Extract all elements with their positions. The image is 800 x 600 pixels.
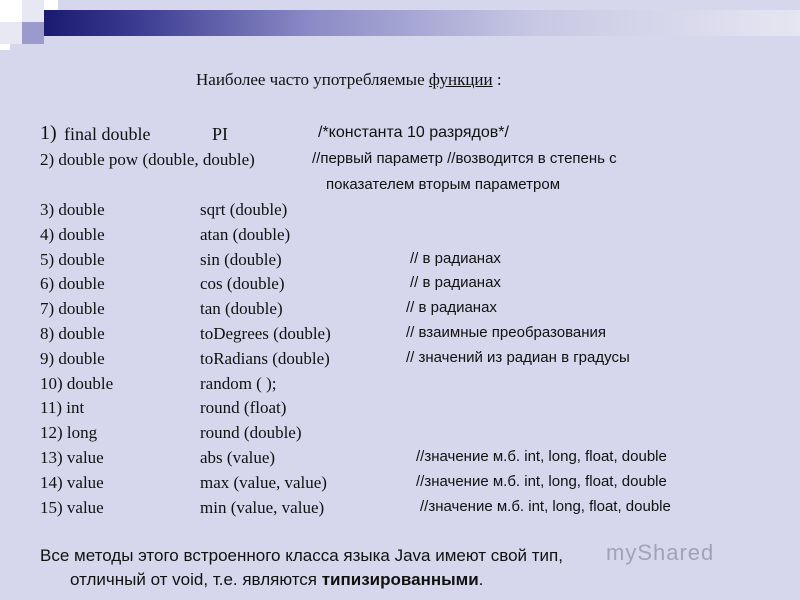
row-return-type: 9) double <box>40 348 105 368</box>
watermark-logo: myShared <box>606 540 715 565</box>
header-square <box>0 44 10 50</box>
row-comment: // взаимные преобразования <box>406 324 607 341</box>
row-return-type: 11) int <box>40 398 85 418</box>
row-comment: // в радианах <box>406 299 497 317</box>
line-number: 1) <box>40 122 57 144</box>
row-return-type: 3) double <box>40 200 105 219</box>
header-gradient-bar <box>44 10 800 36</box>
row-comment: // значений из радиан в градусы <box>406 348 630 366</box>
row-signature: toDegrees (double) <box>200 324 331 343</box>
row-signature: atan (double) <box>200 224 291 244</box>
row-comment: //значение м.б. int, long, float, double <box>420 497 671 515</box>
row-return-type: 4) double <box>40 224 105 244</box>
row-signature: max (value, value) <box>200 472 327 492</box>
row-comment: // в радианах <box>410 274 501 292</box>
line-declaration: final double <box>64 124 151 144</box>
row-comment: //значение м.б. int, long, float, double <box>416 448 667 465</box>
row-signature: tan (double) <box>200 299 283 319</box>
header-square <box>0 0 22 22</box>
note-line-2 <box>40 568 760 592</box>
row-return-type: 13) value <box>40 448 104 467</box>
line-text: 2) double pow (double, double) <box>40 150 255 169</box>
note-line-2-prefix: отличный от void, т.е. являются <box>70 570 322 589</box>
title-prefix: Наиболее часто употребляемые <box>196 70 429 89</box>
row-signature: cos (double) <box>200 274 285 294</box>
row-signature: min (value, value) <box>200 497 325 517</box>
row-signature: sqrt (double) <box>200 200 288 219</box>
title-underlined: функции <box>428 70 493 89</box>
row-return-type: 7) double <box>40 299 105 319</box>
row-signature: abs (value) <box>200 448 276 467</box>
row-return-type: 5) double <box>40 249 105 269</box>
row-signature: round (float) <box>200 398 287 418</box>
row-return-type: 14) value <box>40 472 104 492</box>
row-return-type: 15) value <box>40 497 104 517</box>
row-return-type: 6) double <box>40 274 105 294</box>
row-comment: //значение м.б. int, long, float, double <box>416 472 667 490</box>
row-comment: // в радианах <box>410 249 501 267</box>
row-return-type: 12) long <box>40 423 98 443</box>
row-signature: round (double) <box>200 423 302 443</box>
header-square <box>0 22 22 44</box>
header-square <box>22 0 44 22</box>
note-line-1: Все методы этого встроенного класса языка Java имеют свой тип, <box>40 546 563 565</box>
row-signature: random ( ); <box>200 373 277 393</box>
header-square <box>22 22 44 44</box>
row-signature: toRadians (double) <box>200 348 330 368</box>
slide-title <box>196 70 502 90</box>
row-return-type: 8) double <box>40 324 105 343</box>
line-name: PI <box>212 124 229 144</box>
note-emphasis: типизированными <box>321 570 479 589</box>
line-comment: //первый параметр //возводится в степень с <box>312 150 617 167</box>
line-comment: /*константа 10 разрядов*/ <box>318 124 509 141</box>
header-square <box>44 0 58 10</box>
title-suffix: : <box>492 70 502 89</box>
row-return-type: 10) double <box>40 373 114 393</box>
note-line-2-suffix: . <box>478 570 484 589</box>
row-signature: sin (double) <box>200 249 282 269</box>
line-comment-continuation: показателем вторым параметром <box>326 176 561 193</box>
